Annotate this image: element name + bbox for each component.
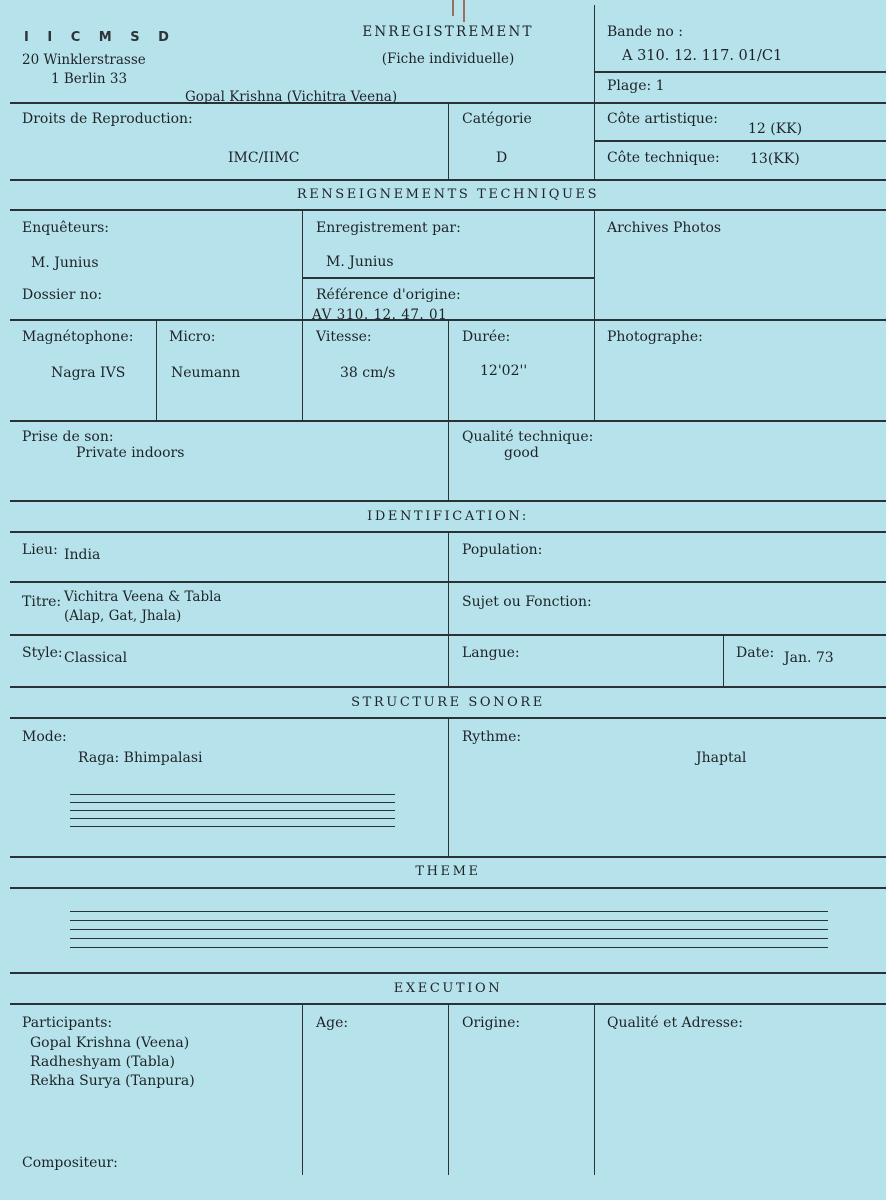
droits-value: IMC/IIMC [228, 150, 300, 166]
langue-label: Langue: [462, 645, 520, 661]
reference-value: AV 310. 12. 47. 01 [312, 307, 448, 323]
theme-write-line [70, 920, 828, 921]
compositeur-label: Compositeur: [22, 1155, 118, 1171]
rule-theme-section-top [10, 856, 886, 858]
dossier-label: Dossier no: [22, 287, 103, 303]
prise-de-son-label: Prise de son: [22, 429, 114, 445]
rule-theme-section-bottom [10, 887, 886, 889]
vrule-rythme [448, 717, 449, 856]
section-title-technique: RENSEIGNEMENTS TECHNIQUES [296, 187, 600, 202]
categorie-label: Catégorie [462, 111, 532, 127]
mode-write-line [70, 802, 395, 803]
form-title: ENREGISTREMENT [362, 24, 534, 40]
titre-label: Titre: [22, 594, 62, 610]
vrule-header-right [594, 5, 595, 179]
droits-label: Droits de Reproduction: [22, 111, 193, 127]
cote-technique-label: Côte technique: [607, 150, 720, 166]
archives-photos-label: Archives Photos [607, 220, 722, 236]
vitesse-value: 38 cm/s [340, 365, 396, 381]
micro-label: Micro: [169, 329, 216, 345]
qualite-technique-label: Qualité technique: [462, 429, 594, 445]
enregistrement-par-label: Enregistrement par: [316, 220, 461, 236]
rythme-value: Jhaptal [696, 750, 747, 766]
qualite-technique-value: good [504, 445, 539, 461]
vrule-qualite [448, 420, 449, 500]
cote-artistique-value: 12 (KK) [748, 121, 803, 137]
rule-tech-section-bottom [10, 209, 886, 211]
address-line2: 1 Berlin 33 [51, 71, 128, 87]
bande-label: Bande no : [607, 24, 683, 40]
duree-value: 12'02'' [480, 363, 528, 379]
mode-write-line [70, 826, 395, 827]
rule-exec-section-top [10, 972, 886, 974]
prise-de-son-value: Private indoors [76, 445, 185, 461]
vrule-qualite-adresse [594, 1003, 595, 1175]
photographe-label: Photographe: [607, 329, 703, 345]
mode-write-line [70, 818, 395, 819]
rule-ident-section-top [10, 500, 886, 502]
enqueteurs-label: Enquêteurs: [22, 220, 110, 236]
participant-item: Radheshyam (Tabla) [30, 1054, 175, 1070]
magnetophone-label: Magnétophone: [22, 329, 134, 345]
categorie-value: D [496, 150, 508, 166]
org-name: I I C M S D [24, 30, 176, 45]
vrule-date [723, 634, 724, 686]
participants-label: Participants: [22, 1015, 113, 1031]
plage-label: Plage: 1 [607, 78, 665, 94]
rule-bande-plage [595, 71, 886, 73]
theme-write-line [70, 911, 828, 912]
vrule-categorie [448, 102, 449, 179]
mode-label: Mode: [22, 729, 67, 745]
lieu-value: India [64, 547, 101, 563]
section-title-execution: EXECUTION [393, 981, 503, 996]
vrule-age [302, 1003, 303, 1175]
theme-write-line [70, 947, 828, 948]
section-title-identification: IDENTIFICATION: [367, 509, 529, 524]
vrule-tech-mid [302, 209, 303, 420]
cote-artistique-label: Côte artistique: [607, 111, 718, 127]
duree-label: Durée: [462, 329, 511, 345]
section-title-theme: THEME [415, 864, 481, 879]
bande-value: A 310. 12. 117. 01/C1 [622, 48, 783, 64]
style-label: Style: [22, 645, 63, 661]
style-value: Classical [64, 650, 128, 666]
age-label: Age: [316, 1015, 349, 1031]
rule-tech-section-top [10, 179, 886, 181]
reference-label: Référence d'origine: [316, 287, 461, 303]
qualite-adresse-label: Qualité et Adresse: [607, 1015, 743, 1031]
population-label: Population: [462, 542, 543, 558]
titre-value-line2: (Alap, Gat, Jhala) [64, 608, 182, 624]
participant-item: Gopal Krishna (Veena) [30, 1035, 190, 1051]
date-value: Jan. 73 [784, 650, 834, 666]
vrule-tech-right [594, 209, 595, 420]
theme-write-line [70, 929, 828, 930]
vitesse-label: Vitesse: [316, 329, 372, 345]
form-subtitle: (Fiche individuelle) [381, 51, 515, 67]
date-label: Date: [736, 645, 775, 661]
sujet-label: Sujet ou Fonction: [462, 594, 592, 610]
enregistrement-par-value: M. Junius [326, 254, 394, 270]
enqueteurs-value: M. Junius [31, 255, 99, 271]
mode-value: Raga: Bhimpalasi [78, 750, 203, 766]
theme-write-line [70, 938, 828, 939]
rule-struct-section-top [10, 686, 886, 688]
stamp-mark [452, 0, 454, 16]
stamp-mark [463, 0, 465, 22]
origine-label: Origine: [462, 1015, 521, 1031]
vrule-origine [448, 1003, 449, 1175]
titre-value-line1: Vichitra Veena & Tabla [64, 589, 222, 605]
rule-cote [595, 140, 886, 142]
lieu-label: Lieu: [22, 542, 58, 558]
vrule-ident-mid [448, 531, 449, 686]
participant-item: Rekha Surya (Tanpura) [30, 1073, 195, 1089]
magnetophone-value: Nagra IVS [51, 365, 126, 381]
vrule-micro [156, 319, 157, 420]
performer-name: Gopal Krishna (Vichitra Veena) [185, 89, 398, 105]
mode-write-line [70, 810, 395, 811]
vrule-duree [448, 319, 449, 420]
address-line1: 20 Winklerstrasse [22, 52, 146, 68]
cote-technique-value: 13(KK) [750, 151, 800, 167]
mode-write-line [70, 794, 395, 795]
rule-reference-top [302, 277, 595, 279]
section-title-structure: STRUCTURE SONORE [351, 695, 545, 710]
micro-value: Neumann [171, 365, 241, 381]
rythme-label: Rythme: [462, 729, 522, 745]
